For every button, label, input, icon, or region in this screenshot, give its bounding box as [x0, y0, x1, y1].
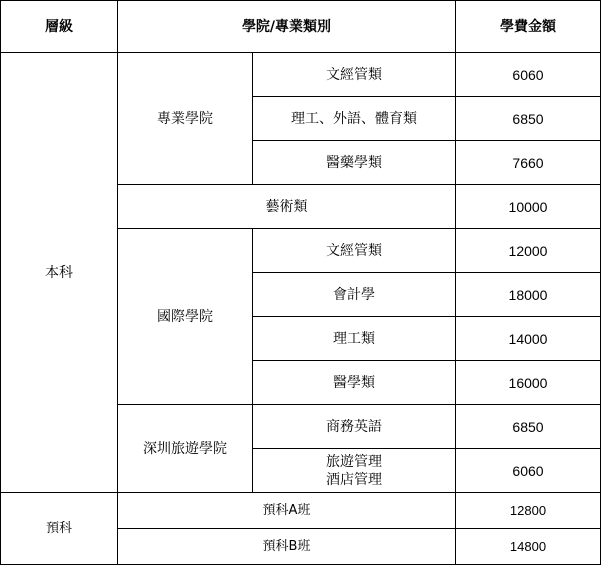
category-cell: 文經管類 — [253, 229, 456, 273]
fee-cell: 6850 — [456, 405, 601, 449]
category-cell: 理工類 — [253, 317, 456, 361]
fee-cell: 6060 — [456, 449, 601, 493]
category-cell: 預科A班 — [118, 493, 456, 529]
category-cell: 理工、外語、體育類 — [253, 97, 456, 141]
fee-cell: 12800 — [456, 493, 601, 529]
category-cell: 藝術類 — [118, 185, 456, 229]
category-cell — [253, 449, 456, 493]
fee-cell: 18000 — [456, 273, 601, 317]
category-cell: 商務英語 — [253, 405, 456, 449]
college-international: 國際學院 — [118, 229, 253, 405]
level-undergrad: 本科 — [1, 53, 118, 493]
category-line: 酒店管理 — [326, 471, 382, 488]
fee-cell: 6060 — [456, 53, 601, 97]
fee-cell: 10000 — [456, 185, 601, 229]
fee-cell: 7660 — [456, 141, 601, 185]
category-cell: 文經管類 — [253, 53, 456, 97]
category-cell: 醫藥學類 — [253, 141, 456, 185]
category-cell: 預科B班 — [118, 529, 456, 565]
table-header-row — [1, 1, 601, 53]
category-line: 旅遊管理 — [326, 453, 382, 470]
college-shenzhen: 深圳旅遊學院 — [118, 405, 253, 493]
table-row — [1, 493, 601, 529]
table-row — [1, 53, 601, 97]
fee-cell: 14800 — [456, 529, 601, 565]
fee-cell: 14000 — [456, 317, 601, 361]
header-level: 層級 — [1, 1, 118, 53]
college-professional: 專業學院 — [118, 53, 253, 185]
category-cell: 會計學 — [253, 273, 456, 317]
header-tuition: 學費金額 — [456, 1, 601, 53]
level-preparatory: 預科 — [1, 493, 118, 565]
fee-cell: 12000 — [456, 229, 601, 273]
header-college-category: 學院/專業類別 — [118, 1, 456, 53]
category-cell: 醫學類 — [253, 361, 456, 405]
fee-cell: 16000 — [456, 361, 601, 405]
fee-cell: 6850 — [456, 97, 601, 141]
